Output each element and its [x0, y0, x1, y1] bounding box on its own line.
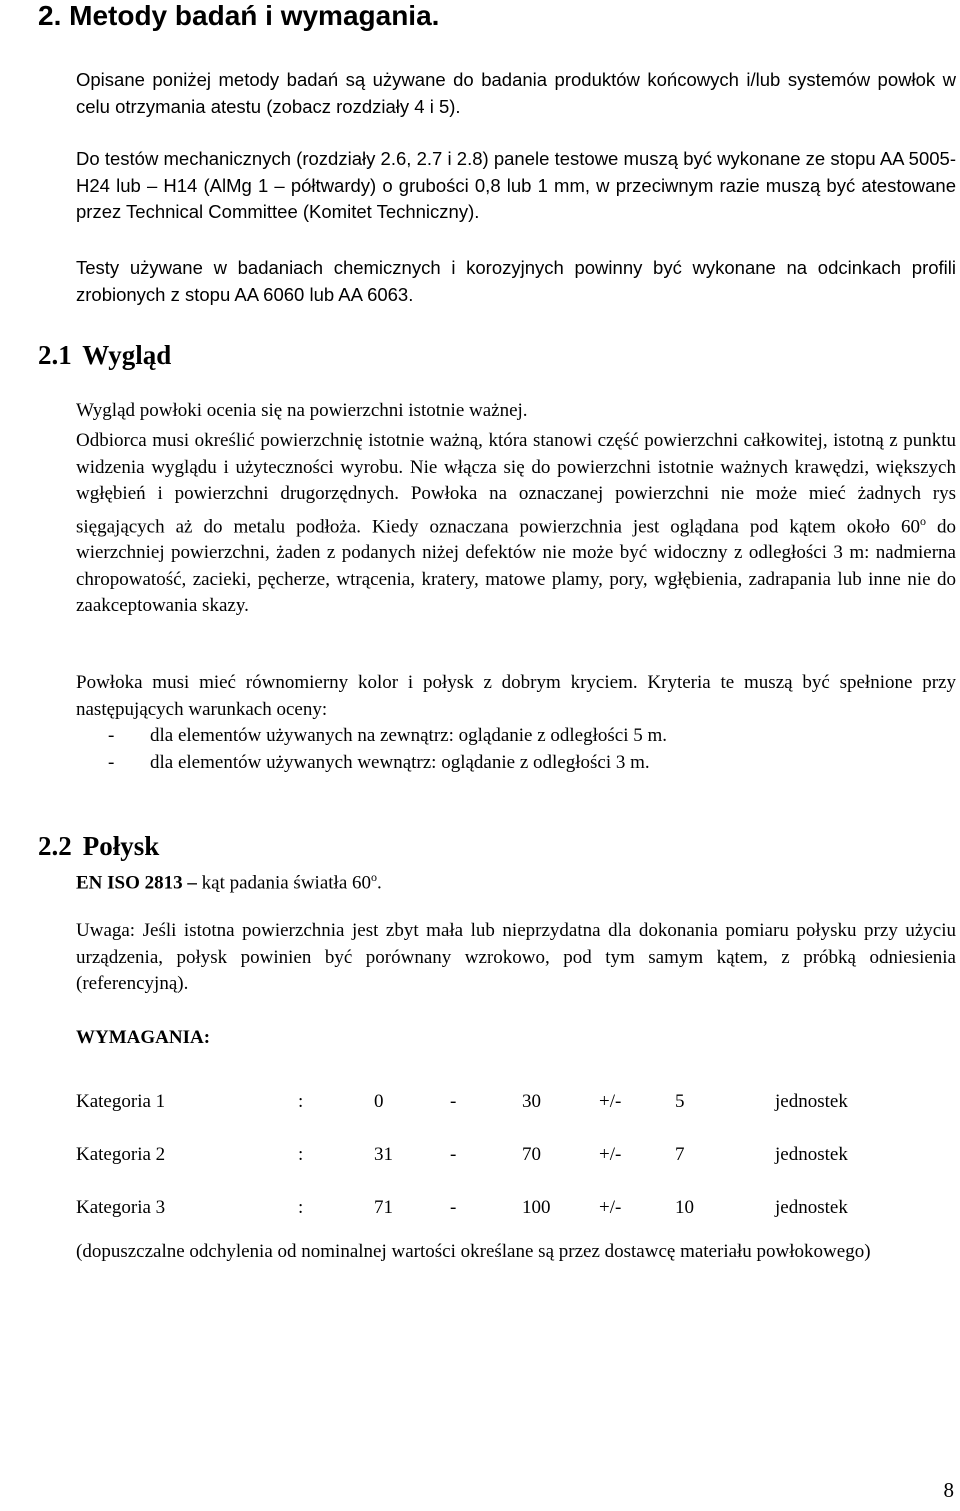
- section-number: 2.1: [38, 340, 72, 370]
- range-from-cell: 31: [374, 1143, 393, 1165]
- tolerance-footnote: (dopuszczalne odchylenia od nominalnej wartości określane są przez dostawcę materiału powłokowego): [76, 1241, 871, 1262]
- section-title: Wygląd: [82, 340, 172, 370]
- table-row: [76, 1075, 848, 1128]
- category-cell: Kategoria 2: [76, 1143, 166, 1165]
- section-2-2-heading: [38, 831, 159, 861]
- separator-cell: :: [298, 1143, 304, 1165]
- intro-paragraph-2: Do testów mechanicznych (rozdziały 2.6, 2.7 i 2.8) panele testowe muszą być wykonane ze stopu AA 5005-H24 lub – H14 (AlMg 1 – półtwardy) o grubości 0,8 lub 1 mm, w przeciwnym razie muszą być atestowane przez Technical Committee (Komitet Techniczny).: [76, 148, 956, 222]
- appearance-text-a: Odbiorca musi określić powierzchnię istotnie ważną, która stanowi część powierzchni całkowitej, istotną z punktu widzenia wyglądu i użyteczności wyrobu. Nie włącza się do powierzchni istotnie ważnych krawędzi, większych wgłębień i powierzchni drugorzędnych. Powłoka na oznaczanej powierzchni nie może mieć żadnych rys sięgających aż do metalu podłoża. Kiedy oznaczana powierzchnia jest oglądana pod kątem około 60: [76, 430, 956, 537]
- standard-end: .: [377, 872, 382, 894]
- chapter-heading: 2. Metody badań i wymagania.: [38, 0, 440, 31]
- tolerance-cell: 5: [675, 1090, 685, 1112]
- requirements-table: [76, 1075, 848, 1234]
- section-2-1-heading: [38, 340, 171, 370]
- plus-minus-cell: +/-: [599, 1196, 622, 1218]
- range-from-cell: 0: [374, 1090, 384, 1112]
- appearance-paragraph-1: Wygląd powłoki ocenia się na powierzchni istotnie ważnej.: [76, 400, 528, 421]
- plus-minus-cell: +/-: [599, 1143, 622, 1165]
- range-dash-cell: -: [450, 1090, 457, 1112]
- separator-cell: :: [298, 1090, 304, 1112]
- list-item-text: dla elementów używanych na zewnątrz: oglądanie z odległości 5 m.: [150, 725, 668, 746]
- list-item-text: dla elementów używanych wewnątrz: oglądanie z odległości 3 m.: [150, 751, 650, 773]
- gloss-note: Uwaga: Jeśli istotna powierzchnia jest zbyt mała lub nieprzydatna dla dokonania pomiaru połysku przy użyciu urządzenia, połysk powinien być porównany wzrokowo, pod tym samym kątem, z próbką odniesienia (referencyjną).: [76, 920, 956, 994]
- unit-cell: jednostek: [775, 1196, 848, 1218]
- tolerance-cell: 10: [675, 1196, 694, 1218]
- separator-cell: :: [298, 1196, 304, 1218]
- table-row: [76, 1181, 848, 1234]
- tolerance-cell: 7: [675, 1143, 685, 1165]
- category-cell: Kategoria 1: [76, 1090, 166, 1112]
- intro-paragraph-3: Testy używane w badaniach chemicznych i korozyjnych powinny być wykonane na odcinkach profili zrobionych z stopu AA 6060 lub AA 6063.: [76, 257, 956, 305]
- gloss-standard: [76, 864, 956, 897]
- list-item: [110, 723, 667, 750]
- intro-paragraph-1: Opisane poniżej metody badań są używane do badania produktów końcowych i/lub systemów powłok w celu otrzymania atestu (zobacz rozdziały 4 i 5).: [76, 69, 956, 117]
- range-dash-cell: -: [450, 1143, 457, 1165]
- category-cell: Kategoria 3: [76, 1196, 166, 1218]
- degree-superscript: o: [920, 513, 927, 528]
- unit-cell: jednostek: [775, 1143, 848, 1165]
- conditions-list: [110, 723, 667, 776]
- range-to-cell: 70: [522, 1143, 541, 1165]
- requirements-label: WYMAGANIA:: [76, 1027, 211, 1048]
- appearance-paragraph-2: [76, 428, 956, 620]
- list-item: [110, 750, 667, 777]
- range-to-cell: 30: [522, 1090, 541, 1112]
- list-dash: -: [108, 751, 115, 773]
- degree-superscript: o: [371, 870, 377, 884]
- page-number: 8: [943, 1478, 954, 1502]
- unit-cell: jednostek: [775, 1090, 848, 1112]
- range-to-cell: 100: [522, 1196, 551, 1218]
- section-title: Połysk: [82, 831, 160, 861]
- standard-description: kąt padania światła 60: [196, 872, 371, 894]
- range-from-cell: 71: [374, 1196, 393, 1218]
- section-number: 2.2: [38, 831, 72, 861]
- range-dash-cell: -: [450, 1196, 457, 1218]
- list-dash: -: [108, 725, 115, 746]
- table-row: [76, 1128, 848, 1181]
- appearance-text-b: do wierzchniej powierzchni, żaden z podanych niżej defektów nie może być widoczny z odległości 3 m: nadmierna chropowatość, zacieki, pęcherze, wtrącenia, kratery, matowe plamy, pory, wgłębienia, zadrapania lub inne nie do zaakceptowania skazy.: [76, 515, 957, 617]
- standard-code: EN ISO 2813 –: [76, 872, 197, 894]
- plus-minus-cell: +/-: [599, 1090, 622, 1112]
- appearance-paragraph-3: Powłoka musi mieć równomierny kolor i połysk z dobrym kryciem. Kryteria te muszą być spełnione przy następujących warunkach oceny:: [76, 672, 956, 720]
